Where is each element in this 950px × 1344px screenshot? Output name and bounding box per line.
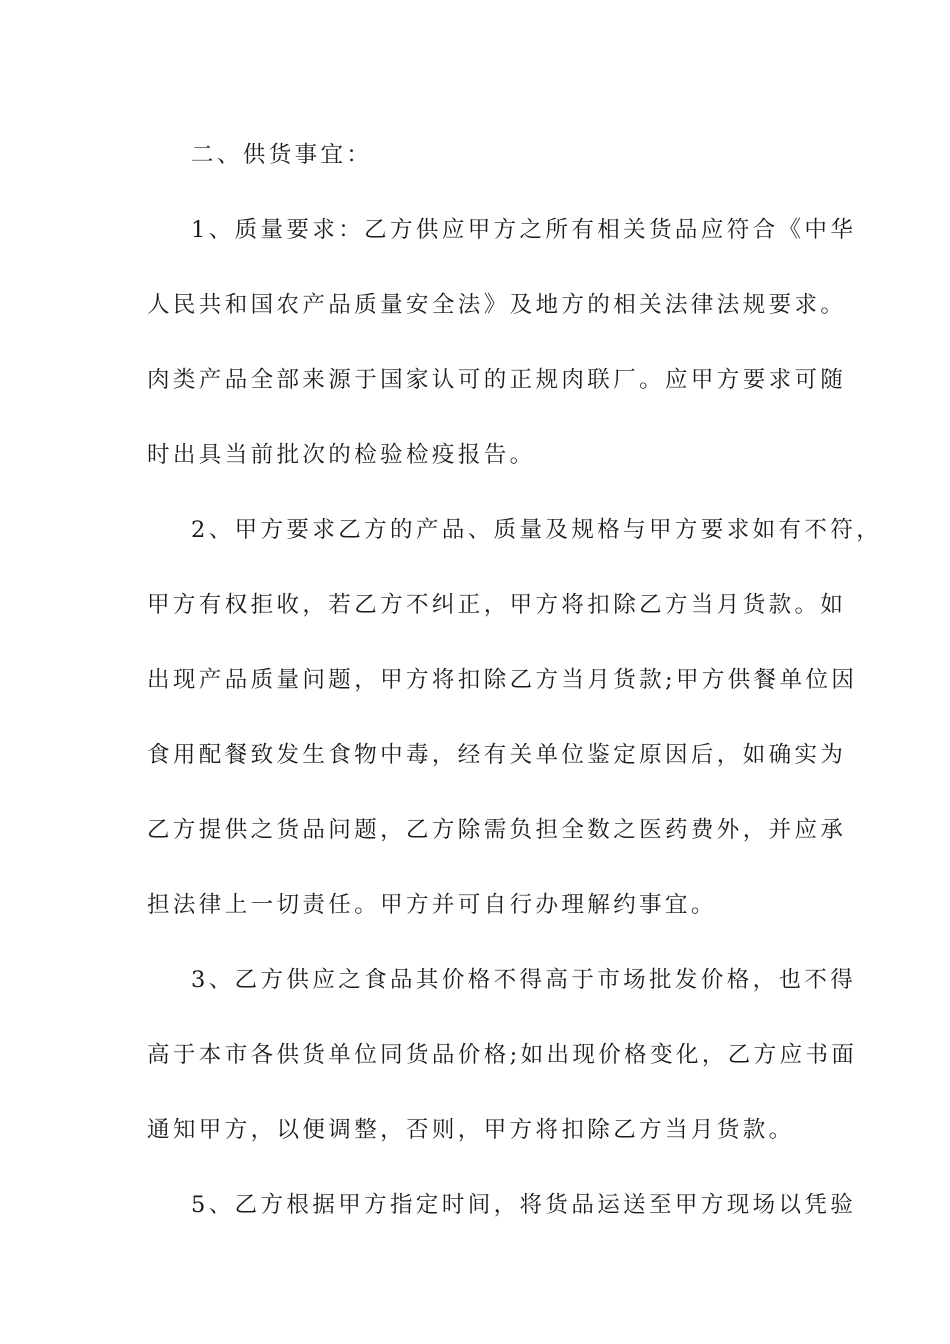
paragraph-line: 3、乙方供应之食品其价格不得高于市场批发价格，也不得 bbox=[191, 967, 857, 993]
paragraph-line: 肉类产品全部来源于国家认可的正规肉联厂。应甲方要求可随 bbox=[147, 367, 847, 393]
paragraph-line: 出现产品质量问题，甲方将扣除乙方当月货款;甲方供餐单位因 bbox=[147, 667, 858, 693]
paragraph-line: 甲方有权拒收，若乙方不纠正，甲方将扣除乙方当月货款。如 bbox=[147, 592, 847, 618]
paragraph-line: 人民共和国农产品质量安全法》及地方的相关法律法规要求。 bbox=[147, 292, 847, 318]
paragraph-line: 担法律上一切责任。甲方并可自行办理解约事宜。 bbox=[147, 892, 717, 918]
paragraph-line: 高于本市各供货单位同货品价格;如出现价格变化，乙方应书面 bbox=[147, 1042, 858, 1068]
section-heading: 二、供货事宜： bbox=[191, 142, 373, 168]
paragraph-line: 2、甲方要求乙方的产品、质量及规格与甲方要求如有不符， bbox=[191, 517, 883, 543]
paragraph-line: 1、质量要求：乙方供应甲方之所有相关货品应符合《中华 bbox=[191, 217, 857, 243]
paragraph-line: 通知甲方，以便调整，否则，甲方将扣除乙方当月货款。 bbox=[147, 1117, 795, 1143]
paragraph-line: 时出具当前批次的检验检疫报告。 bbox=[147, 442, 536, 468]
paragraph-line: 乙方提供之货品问题，乙方除需负担全数之医药费外，并应承 bbox=[147, 817, 847, 843]
paragraph-line: 5、乙方根据甲方指定时间，将货品运送至甲方现场以凭验 bbox=[191, 1192, 857, 1218]
paragraph-line: 食用配餐致发生食物中毒，经有关单位鉴定原因后，如确实为 bbox=[147, 742, 847, 768]
